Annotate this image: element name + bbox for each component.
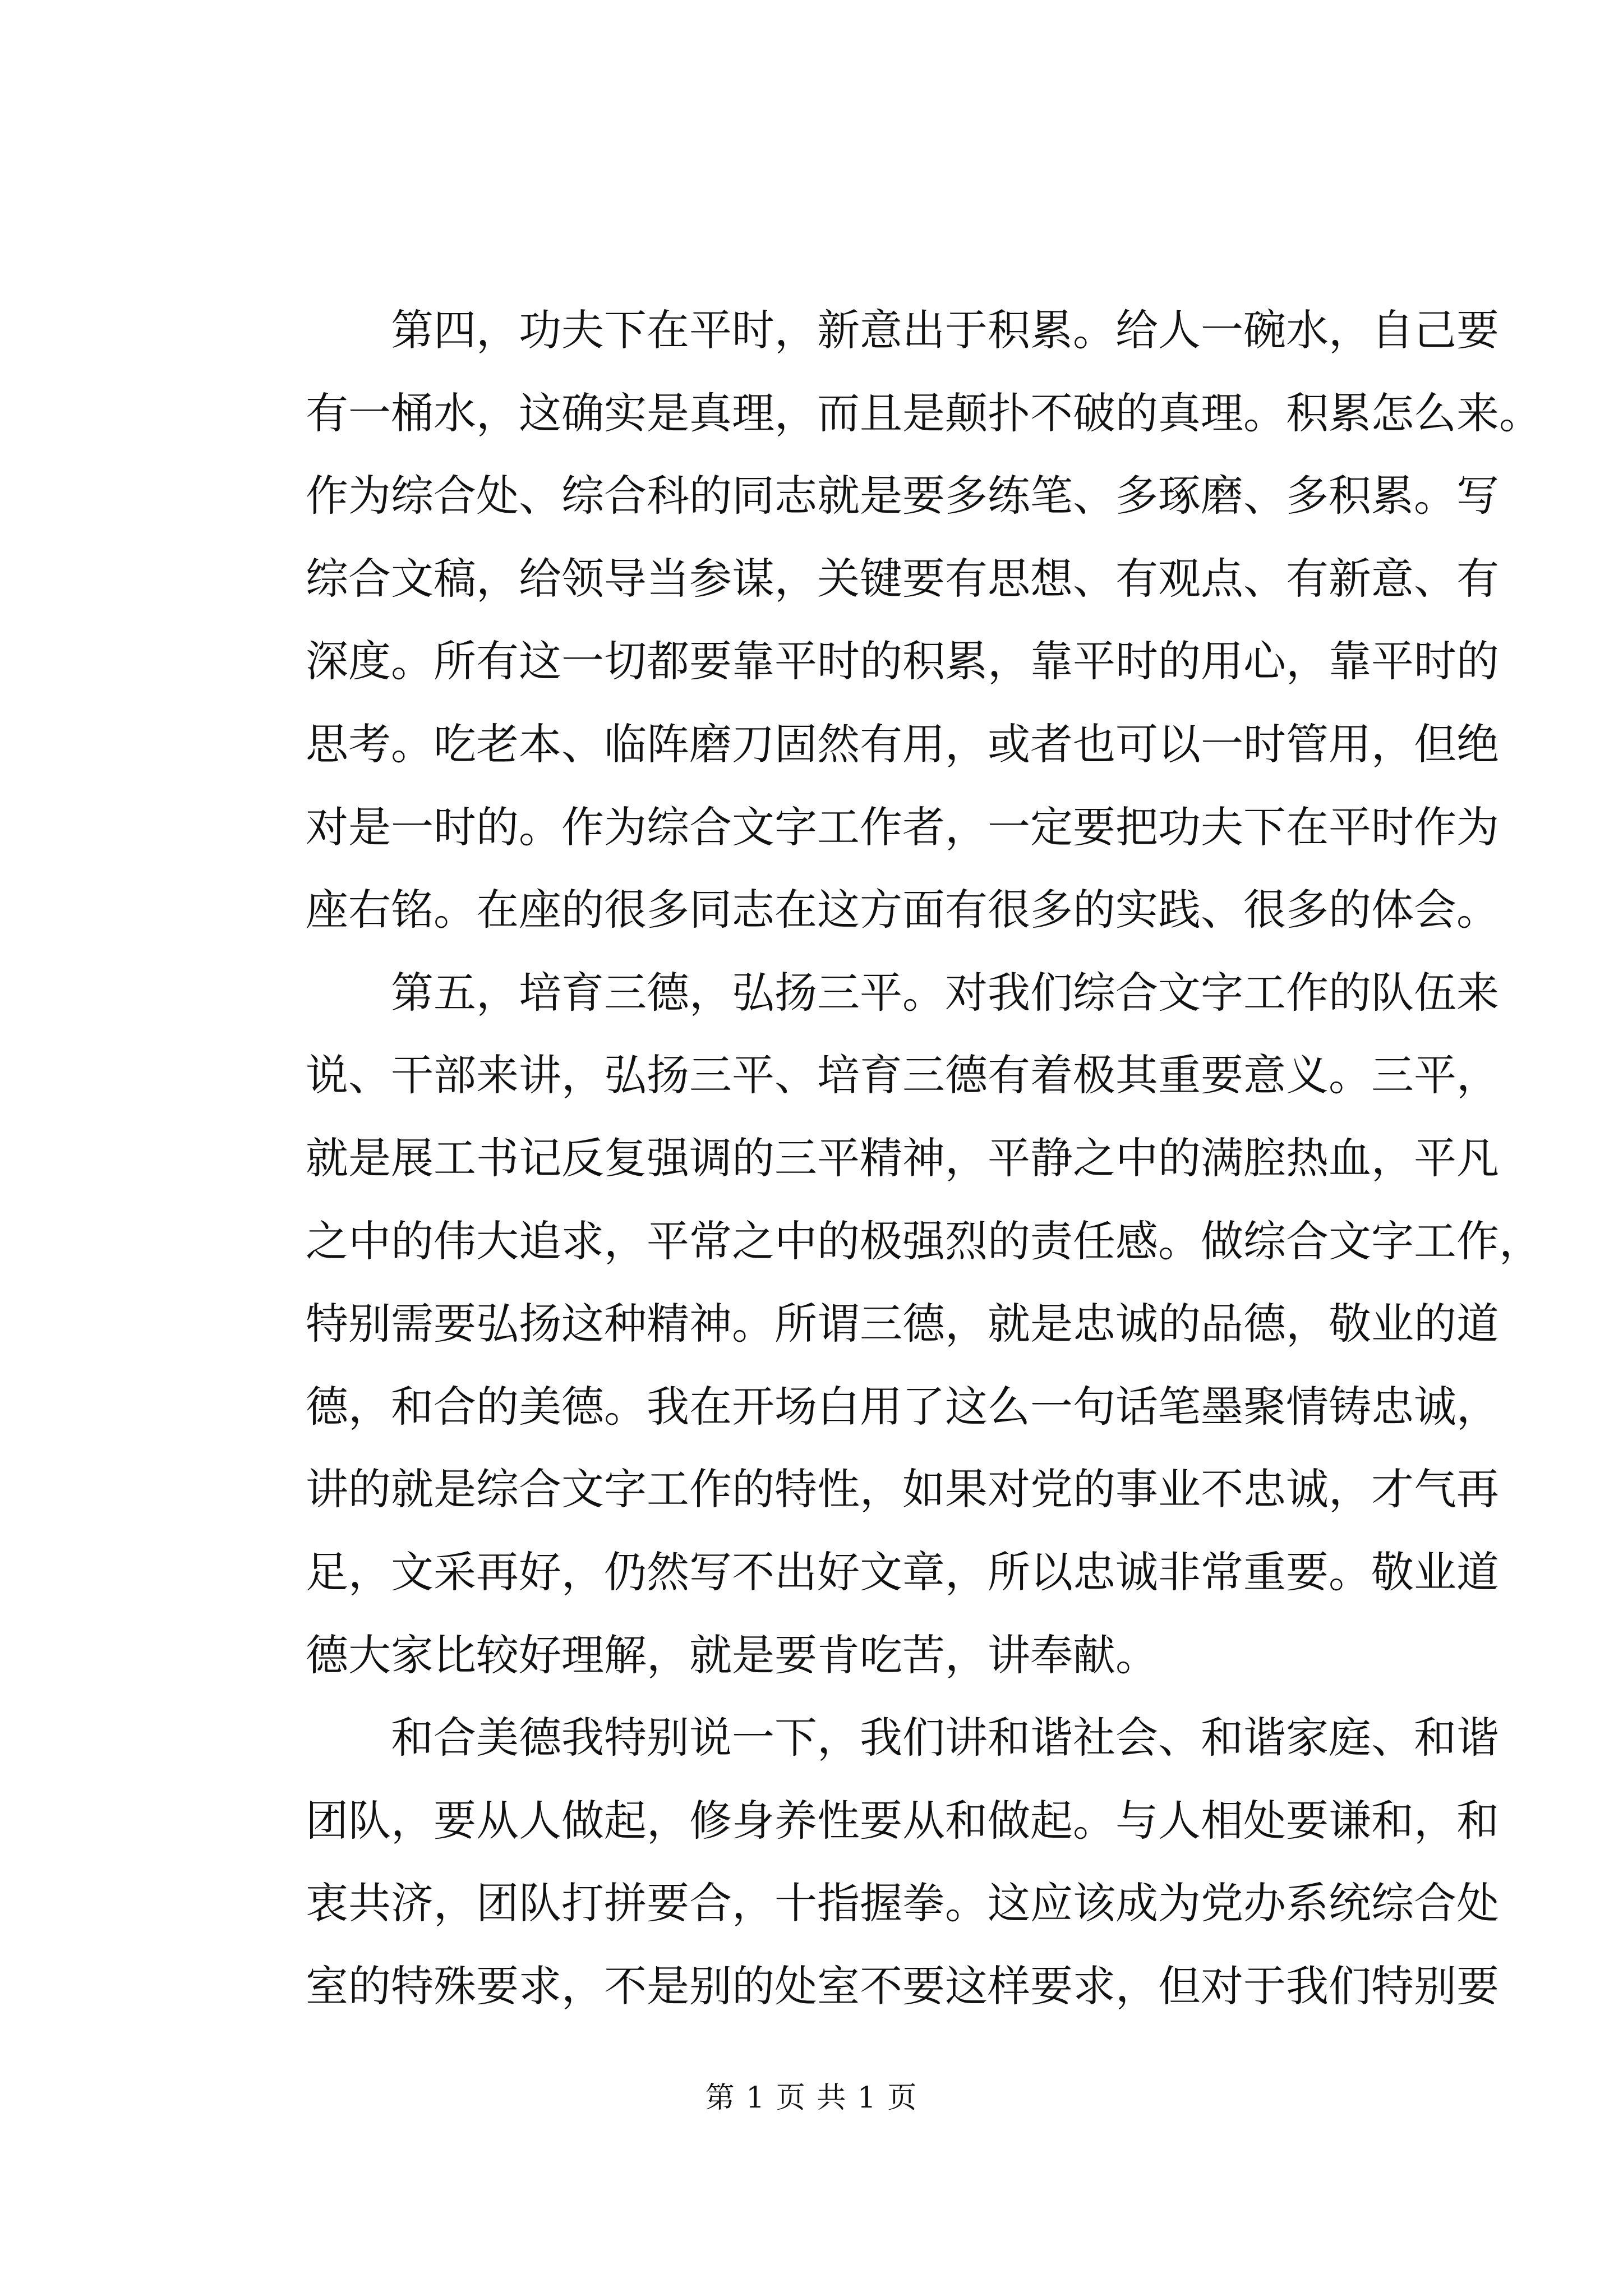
paragraph-line: 对是一时的。作为综合文字工作者，一定要把功夫下在平时作为 <box>306 802 1499 852</box>
paragraph-line: 特别需要弘扬这种精神。所谓三德，就是忠诚的品德，敬业的道 <box>306 1299 1499 1349</box>
paragraph-line: 作为综合处、综合科的同志就是要多练笔、多琢磨、多积累。写 <box>306 471 1499 521</box>
body-text <box>306 289 1542 2027</box>
paragraph-line: 有一桶水，这确实是真理，而且是颠扑不破的真理。积累怎么来。 <box>306 388 1542 438</box>
paragraph-line: 就是展工书记反复强调的三平精神，平静之中的满腔热血，平凡 <box>306 1133 1499 1183</box>
paragraph-line: 德，和合的美德。我在开场白用了这么一句话笔墨聚情铸忠诚， <box>306 1381 1499 1432</box>
page-footer: 第 1 页 共 1 页 <box>705 2081 918 2115</box>
paragraph-line: 说、干部来讲，弘扬三平、培育三德有着极其重要意义。三平， <box>306 1050 1499 1101</box>
paragraph-line: 深度。所有这一切都要靠平时的积累，靠平时的用心，靠平时的 <box>306 636 1499 687</box>
paragraph-line: 综合文稿，给领导当参谋，关键要有思想、有观点、有新意、有 <box>306 553 1499 604</box>
paragraph-line: 衷共济，团队打拼要合，十指握拳。这应该成为党办系统综合处 <box>306 1878 1499 1929</box>
paragraph-line: 室的特殊要求，不是别的处室不要这样要求，但对于我们特别要 <box>306 1961 1499 2011</box>
paragraph-line: 团队，要从人做起，修身养性要从和做起。与人相处要谦和，和 <box>306 1795 1499 1846</box>
paragraph-line: 之中的伟大追求，平常之中的极强烈的责任感。做综合文字工作， <box>306 1216 1542 1266</box>
paragraph-line: 第五，培育三德，弘扬三平。对我们综合文字工作的队伍来 <box>391 967 1499 1018</box>
paragraph-line: 德大家比较好理解，就是要肯吃苦，讲奉献。 <box>306 1630 1158 1680</box>
paragraph-line: 和合美德我特别说一下，我们讲和谐社会、和谐家庭、和谐 <box>391 1713 1499 1763</box>
paragraph-line: 讲的就是综合文字工作的特性，如果对党的事业不忠诚，才气再 <box>306 1464 1499 1515</box>
paragraph-line: 第四，功夫下在平时，新意出于积累。给人一碗水，自己要 <box>391 305 1499 355</box>
paragraph-line: 足，文采再好，仍然写不出好文章，所以忠诚非常重要。敬业道 <box>306 1547 1499 1597</box>
paragraph-line: 思考。吃老本、临阵磨刀固然有用，或者也可以一时管用，但绝 <box>306 719 1499 769</box>
paragraph-line: 座右铭。在座的很多同志在这方面有很多的实践、很多的体会。 <box>306 885 1499 935</box>
